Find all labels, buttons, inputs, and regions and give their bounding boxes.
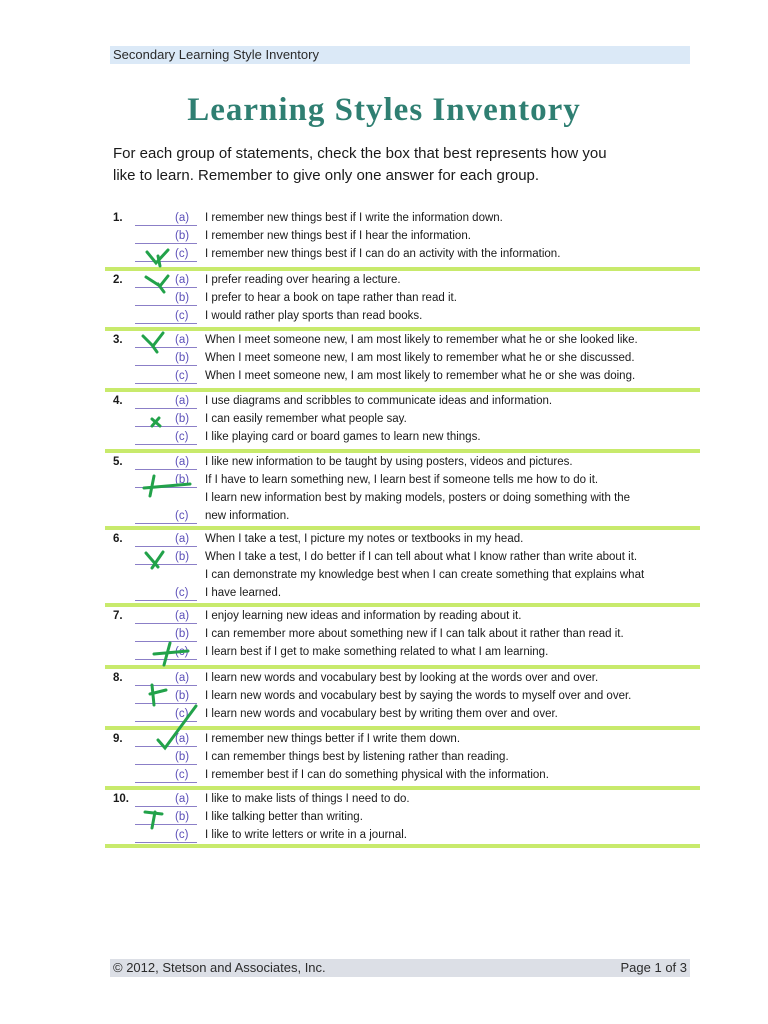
- option-letter: (b): [175, 751, 190, 763]
- option-text: When I take a test, I picture my notes or textbooks in my head.: [205, 533, 524, 545]
- option-text: I learn best if I get to make something related to what I am learning.: [205, 646, 549, 658]
- option-text: I learn new words and vocabulary best by saying the words to myself over and over.: [205, 690, 632, 702]
- option-letter: (b): [175, 551, 190, 563]
- question-number: 7.: [113, 610, 123, 622]
- option-letter: (b): [175, 413, 190, 425]
- option-text: I enjoy learning new ideas and information by reading about it.: [205, 610, 522, 622]
- option-text: If I have to learn something new, I learn best if someone tells me how to do it.: [205, 474, 599, 486]
- page-title: Learning Styles Inventory: [187, 92, 581, 128]
- option-letter: (c): [175, 248, 189, 260]
- question-number: 3.: [113, 334, 123, 346]
- option-text: I prefer reading over hearing a lecture.: [205, 274, 401, 286]
- option-letter: (b): [175, 628, 190, 640]
- option-row: [105, 489, 700, 507]
- option-text: When I meet someone new, I am most likely to remember what he or she was doing.: [205, 370, 636, 382]
- option-text: I would rather play sports than read books.: [205, 310, 423, 322]
- question-number: 10.: [113, 793, 129, 805]
- option-letter: (c): [175, 370, 189, 382]
- option-text: I can remember things best by listening rather than reading.: [205, 751, 509, 763]
- option-text: When I take a test, I do better if I can tell about what I know rather than write about it.: [205, 551, 638, 563]
- option-text: I like to write letters or write in a journal.: [205, 829, 407, 841]
- option-text: I can remember more about something new if I can talk about it rather than read it.: [205, 628, 624, 640]
- running-header-text: Secondary Learning Style Inventory: [113, 47, 319, 62]
- option-text: I remember new things best if I write the information down.: [205, 212, 503, 224]
- option-letter: (b): [175, 474, 190, 486]
- option-letter: (b): [175, 690, 190, 702]
- option-letter: (a): [175, 793, 190, 805]
- page-number: Page 1 of 3: [620, 960, 687, 975]
- option-text: I remember best if I can do something physical with the information.: [205, 769, 549, 781]
- option-text: I prefer to hear a book on tape rather than read it.: [205, 292, 457, 304]
- option-text: I learn new words and vocabulary best by looking at the words over and over.: [205, 672, 599, 684]
- option-text: I like to make lists of things I need to do.: [205, 793, 410, 805]
- question-number: 1.: [113, 212, 123, 224]
- option-letter: (b): [175, 811, 190, 823]
- option-text-continued: new information.: [205, 510, 290, 522]
- page-footer: [110, 959, 690, 977]
- option-text: I remember new things best if I hear the information.: [205, 230, 471, 242]
- instructions-line-1: For each group of statements, check the box that best represents how you: [113, 145, 607, 162]
- option-text-continued: I have learned.: [205, 587, 282, 599]
- option-text: I like playing card or board games to learn new things.: [205, 431, 481, 443]
- option-letter: (a): [175, 274, 190, 286]
- option-letter: (a): [175, 533, 190, 545]
- option-letter: (c): [175, 431, 189, 443]
- option-letter: (c): [175, 708, 189, 720]
- question-number: 6.: [113, 533, 123, 545]
- question-number: 5.: [113, 456, 123, 468]
- option-text: I learn new information best by making models, posters or doing something with the: [205, 492, 631, 504]
- option-letter: (c): [175, 587, 189, 599]
- option-letter: (a): [175, 456, 190, 468]
- option-letter: (c): [175, 646, 189, 658]
- option-letter: (c): [175, 829, 189, 841]
- option-text: I remember new things better if I write them down.: [205, 733, 461, 745]
- option-letter: (a): [175, 610, 190, 622]
- option-letter: (c): [175, 310, 189, 322]
- option-letter: (c): [175, 769, 189, 781]
- question-number: 2.: [113, 274, 123, 286]
- running-header: [110, 46, 690, 64]
- question-number: 8.: [113, 672, 123, 684]
- question-number: 9.: [113, 733, 123, 745]
- option-text: I remember new things best if I can do an activity with the information.: [205, 248, 561, 260]
- option-text: When I meet someone new, I am most likely to remember what he or she discussed.: [205, 352, 635, 364]
- question-number: 4.: [113, 395, 123, 407]
- option-text: I like new information to be taught by using posters, videos and pictures.: [205, 456, 573, 468]
- option-letter: (a): [175, 733, 190, 745]
- option-letter: (a): [175, 395, 190, 407]
- option-text: I can demonstrate my knowledge best when I can create something that explains what: [205, 569, 645, 581]
- option-text: When I meet someone new, I am most likely to remember what he or she looked like.: [205, 334, 638, 346]
- option-text: I like talking better than writing.: [205, 811, 363, 823]
- option-text: I can easily remember what people say.: [205, 413, 407, 425]
- option-letter: (a): [175, 334, 190, 346]
- instructions: [113, 143, 673, 187]
- instructions-line-2: like to learn. Remember to give only one answer for each group.: [113, 167, 540, 184]
- option-letter: (b): [175, 230, 190, 242]
- option-letter: (a): [175, 672, 190, 684]
- option-letter: (b): [175, 352, 190, 364]
- option-letter: (a): [175, 212, 190, 224]
- copyright-text: © 2012, Stetson and Associates, Inc.: [113, 960, 326, 975]
- option-text: I use diagrams and scribbles to communicate ideas and information.: [205, 395, 553, 407]
- group-separator: [105, 844, 700, 848]
- option-letter: (b): [175, 292, 190, 304]
- option-text: I learn new words and vocabulary best by writing them over and over.: [205, 708, 558, 720]
- option-row: [105, 566, 700, 584]
- option-letter: (c): [175, 510, 189, 522]
